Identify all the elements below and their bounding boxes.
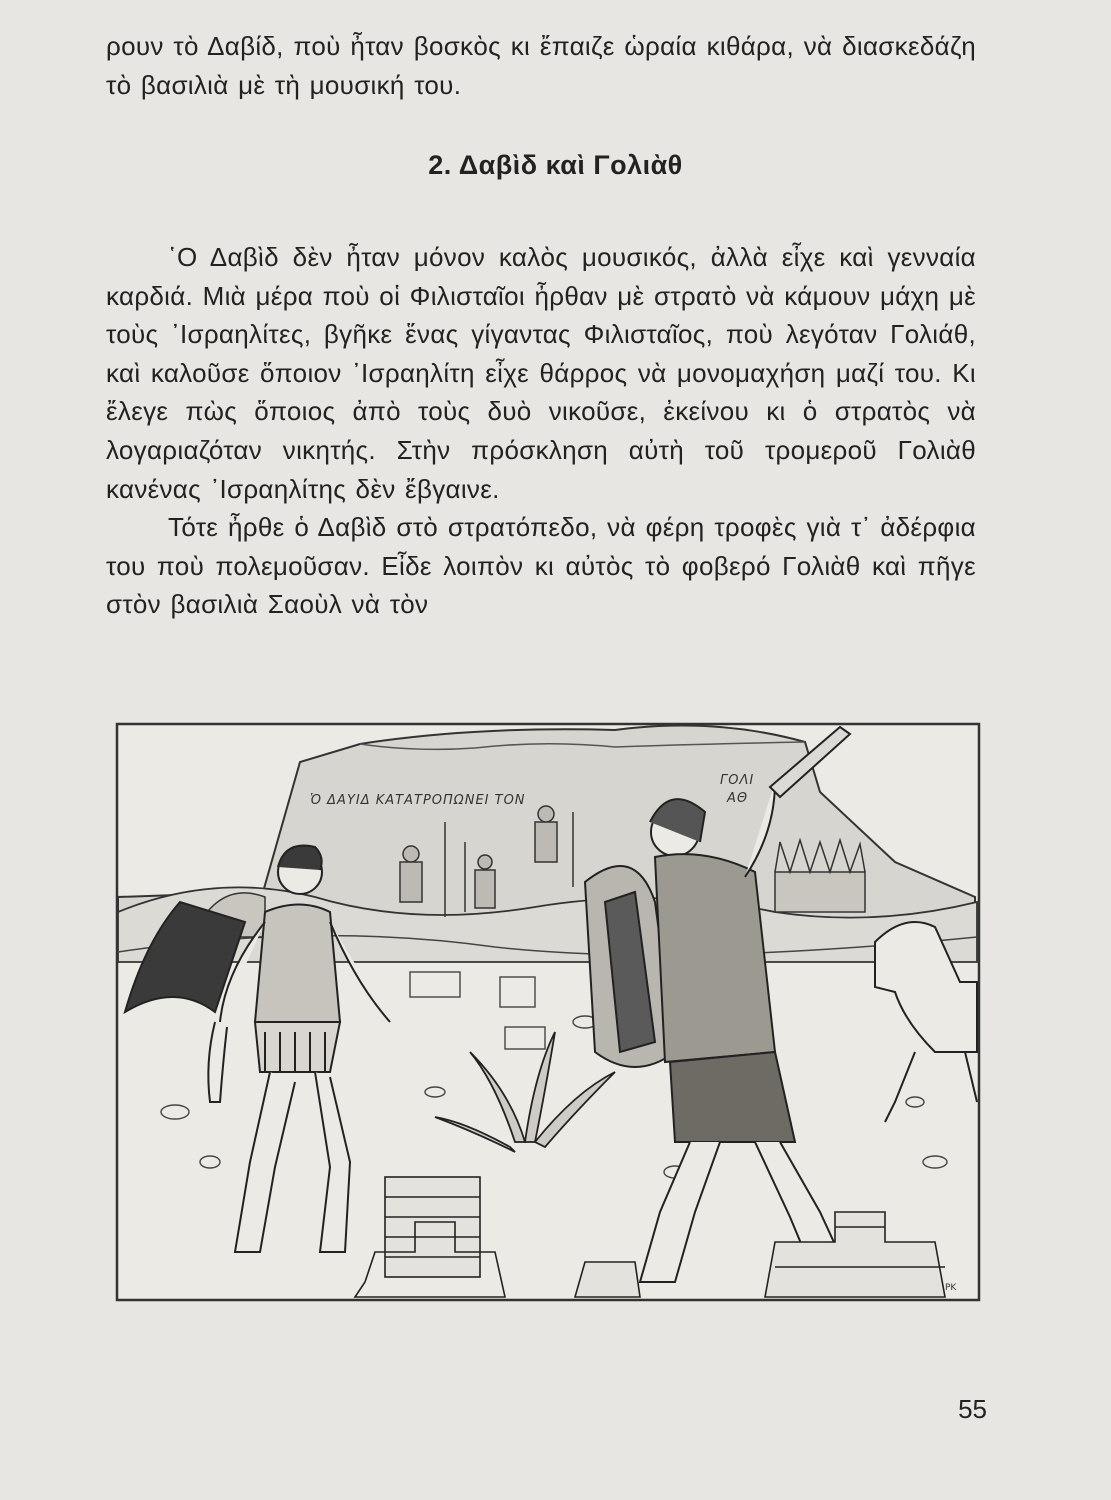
body-paragraph-1: ῾Ο Δαβὶδ δὲν ἦταν μόνον καλὸς μουσικός, ἀλλὰ εἶχε καὶ γενναία καρδιά. Μιὰ μέρα ποὺ οἱ Φιλισταῖοι ἦρθαν μὲ στρατὸ νὰ κάμουν μάχη μὲ τοὺς ᾽Ισραηλίτες, βγῆκε ἕνας γίγαντας Φιλισταῖος, ποὺ λεγόταν Γολιάθ, καὶ καλοῦσε ὅποιον ᾽Ισραηλίτη εἶχε θάρρος νὰ μονομαχήση μαζί του. Κι ἔλεγε πὼς ὅποιος ἀπὸ τοὺς δυὸ νικοῦσε, ἐκείνου κι ὁ στρατὸς νὰ λογαριαζόταν νικητής. Στὴν πρόσκληση αὐτὴ τοῦ τρομεροῦ Γολιὰθ κανένας ᾽Ισραηλίτης δὲν ἔβγαινε. <box>106 242 977 504</box>
inscription-right-1: ΓΟΛΙ <box>720 773 755 788</box>
opening-text <box>106 27 976 104</box>
inscription-left: Ὁ ΔΑΥΙΔ ΚΑΤΑΤΡΟΠΩΝΕΙ ΤΟΝ <box>310 793 526 808</box>
opening-paragraph: ρουν τὸ Δαβίδ, ποὺ ἦταν βοσκὸς κι ἔπαιζε ὡραία κιθάρα, νὰ διασκεδάζη τὸ βασιλιὰ μὲ τὴ μουσική του. <box>106 31 976 100</box>
page-number: 55 <box>958 1394 987 1424</box>
section-body <box>106 238 976 624</box>
inscription-right-2: ΑΘ <box>727 791 749 806</box>
david-goliath-illustration <box>115 722 981 1302</box>
body-paragraph-2: Τότε ἦρθε ὁ Δαβὶδ στὸ στρατόπεδο, νὰ φέρη τροφὲς γιὰ τ᾽ ἀδέρφια του ποὺ πολεμοῦσαν. Εἶδε λοιπὸν κι αὐτὸς τὸ φοβερό Γολιὰθ καὶ πῆγε στὸν βασιλιὰ Σαοὺλ νὰ τὸν <box>106 512 976 620</box>
artist-signature: ΡΚ <box>945 1283 957 1293</box>
section-heading: 2. Δαβὶδ καὶ Γολιὰθ <box>428 150 683 180</box>
